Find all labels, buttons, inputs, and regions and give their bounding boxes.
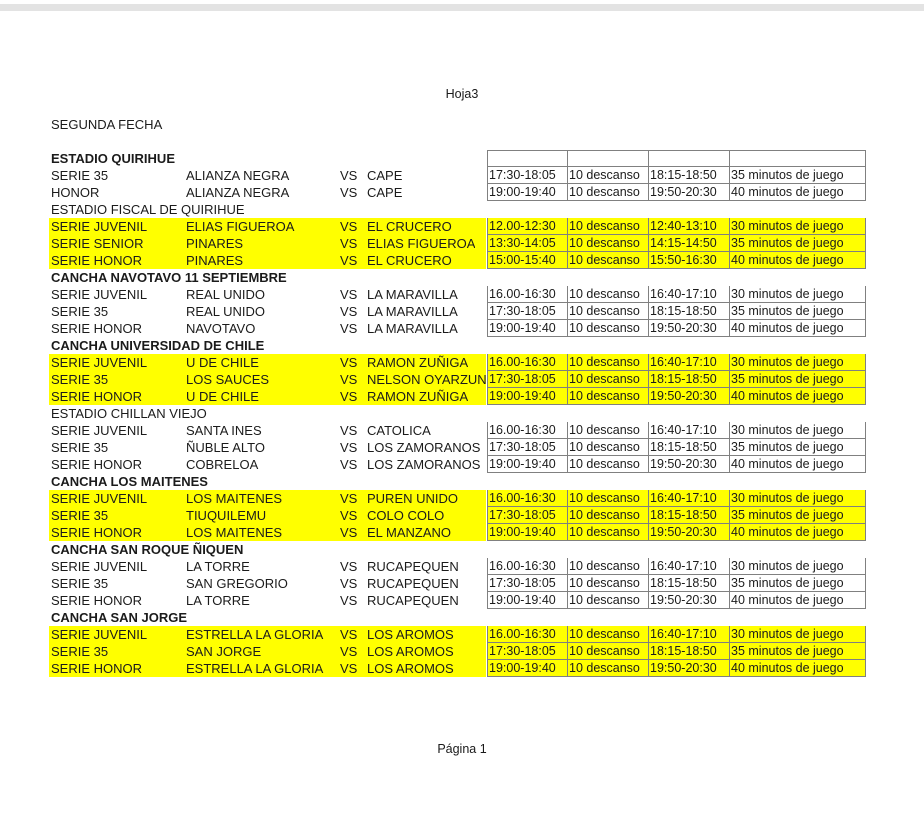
match-vs-label: VS <box>340 236 358 251</box>
match-series: SERIE 35 <box>51 644 109 659</box>
match-series: SERIE 35 <box>51 576 109 591</box>
match-time-first-half: 19:00-19:40 <box>487 320 568 337</box>
match-row <box>0 252 924 269</box>
match-row <box>0 660 924 677</box>
match-row <box>0 456 924 473</box>
match-rest-label: 10 descanso <box>567 286 649 303</box>
match-time-second-half: 18:15-18:50 <box>648 439 730 456</box>
match-away-team: LOS ZAMORANOS <box>367 440 481 455</box>
match-away-team: RUCAPEQUEN <box>367 576 459 591</box>
match-duration-label: 40 minutos de juego <box>729 524 866 541</box>
match-home-team: ESTRELLA LA GLORIA <box>186 627 324 642</box>
match-row <box>0 388 924 405</box>
match-duration-label: 35 minutos de juego <box>729 575 866 592</box>
venue-header-row <box>0 201 924 218</box>
match-duration-label: 35 minutos de juego <box>729 303 866 320</box>
page-title: SEGUNDA FECHA <box>51 117 163 132</box>
match-rest-label: 10 descanso <box>567 354 649 371</box>
match-time-second-half: 18:15-18:50 <box>648 303 730 320</box>
match-duration-label: 30 minutos de juego <box>729 422 866 439</box>
match-time-second-half: 19:50-20:30 <box>648 184 730 201</box>
match-series: SERIE HONOR <box>51 593 143 608</box>
match-away-team: LA MARAVILLA <box>367 304 458 319</box>
match-time-first-half: 17:30-18:05 <box>487 507 568 524</box>
page-footer: Página 1 <box>437 742 487 756</box>
match-time-second-half: 19:50-20:30 <box>648 592 730 609</box>
match-rest-label: 10 descanso <box>567 252 649 269</box>
sheet-header: Hoja3 <box>445 87 479 101</box>
match-home-team: LA TORRE <box>186 593 250 608</box>
match-row <box>0 592 924 609</box>
match-duration-label: 40 minutos de juego <box>729 252 866 269</box>
match-time-first-half: 17:30-18:05 <box>487 303 568 320</box>
match-time-second-half: 16:40-17:10 <box>648 422 730 439</box>
match-vs-label: VS <box>340 372 358 387</box>
match-row <box>0 184 924 201</box>
match-home-team: TIUQUILEMU <box>186 508 267 523</box>
venue-block <box>0 541 924 609</box>
match-time-first-half: 16.00-16:30 <box>487 286 568 303</box>
match-rest-label: 10 descanso <box>567 422 649 439</box>
match-duration-label: 35 minutos de juego <box>729 507 866 524</box>
venue-block <box>0 337 924 405</box>
venue-header-row <box>0 150 924 167</box>
match-rest-label: 10 descanso <box>567 626 649 643</box>
match-away-team: EL CRUCERO <box>367 253 452 268</box>
venue-header-row <box>0 473 924 490</box>
match-time-second-half: 16:40-17:10 <box>648 354 730 371</box>
match-home-team: ALIANZA NEGRA <box>186 185 290 200</box>
match-duration-label: 40 minutos de juego <box>729 320 866 337</box>
match-time-second-half: 16:40-17:10 <box>648 286 730 303</box>
match-rest-label: 10 descanso <box>567 660 649 677</box>
match-duration-label: 30 minutos de juego <box>729 286 866 303</box>
match-away-team: EL MANZANO <box>367 525 452 540</box>
match-duration-label: 40 minutos de juego <box>729 592 866 609</box>
match-time-first-half: 19:00-19:40 <box>487 388 568 405</box>
match-vs-label: VS <box>340 525 358 540</box>
match-time-first-half: 19:00-19:40 <box>487 660 568 677</box>
match-vs-label: VS <box>340 253 358 268</box>
venue-header-row <box>0 609 924 626</box>
venue-header-row <box>0 541 924 558</box>
venue-name: CANCHA SAN ROQUE ÑIQUEN <box>51 542 244 557</box>
timing-header-cell <box>729 150 866 167</box>
match-rest-label: 10 descanso <box>567 388 649 405</box>
match-rest-label: 10 descanso <box>567 524 649 541</box>
match-time-first-half: 17:30-18:05 <box>487 167 568 184</box>
match-rest-label: 10 descanso <box>567 184 649 201</box>
match-row <box>0 354 924 371</box>
match-rest-label: 10 descanso <box>567 456 649 473</box>
match-time-second-half: 12:40-13:10 <box>648 218 730 235</box>
match-vs-label: VS <box>340 168 358 183</box>
venue-name: ESTADIO CHILLAN VIEJO <box>51 406 207 421</box>
match-series: SERIE JUVENIL <box>51 219 148 234</box>
match-vs-label: VS <box>340 457 358 472</box>
match-series: SERIE JUVENIL <box>51 627 148 642</box>
match-row <box>0 235 924 252</box>
match-away-team: LA MARAVILLA <box>367 287 458 302</box>
venue-name: CANCHA LOS MAITENES <box>51 474 208 489</box>
match-time-second-half: 18:15-18:50 <box>648 643 730 660</box>
match-time-second-half: 19:50-20:30 <box>648 320 730 337</box>
schedule-list <box>0 150 924 677</box>
match-away-team: RUCAPEQUEN <box>367 593 459 608</box>
match-row <box>0 507 924 524</box>
match-row <box>0 371 924 388</box>
match-away-team: RUCAPEQUEN <box>367 559 459 574</box>
match-away-team: EL CRUCERO <box>367 219 452 234</box>
match-series: SERIE 35 <box>51 372 109 387</box>
match-away-team: CAPE <box>367 168 403 183</box>
match-time-second-half: 16:40-17:10 <box>648 626 730 643</box>
match-time-second-half: 19:50-20:30 <box>648 524 730 541</box>
match-home-team: ÑUBLE ALTO <box>186 440 265 455</box>
match-series: SERIE HONOR <box>51 525 143 540</box>
venue-name: CANCHA UNIVERSIDAD DE CHILE <box>51 338 265 353</box>
match-time-second-half: 18:15-18:50 <box>648 575 730 592</box>
match-vs-label: VS <box>340 593 358 608</box>
match-time-first-half: 19:00-19:40 <box>487 592 568 609</box>
match-series: SERIE JUVENIL <box>51 491 148 506</box>
match-time-first-half: 16.00-16:30 <box>487 626 568 643</box>
match-row <box>0 626 924 643</box>
match-vs-label: VS <box>340 661 358 676</box>
match-duration-label: 35 minutos de juego <box>729 371 866 388</box>
match-vs-label: VS <box>340 559 358 574</box>
match-rest-label: 10 descanso <box>567 439 649 456</box>
match-rest-label: 10 descanso <box>567 235 649 252</box>
match-duration-label: 35 minutos de juego <box>729 643 866 660</box>
match-row <box>0 286 924 303</box>
match-rest-label: 10 descanso <box>567 592 649 609</box>
match-series: SERIE HONOR <box>51 253 143 268</box>
match-vs-label: VS <box>340 440 358 455</box>
match-vs-label: VS <box>340 321 358 336</box>
match-time-first-half: 16.00-16:30 <box>487 354 568 371</box>
match-vs-label: VS <box>340 423 358 438</box>
venue-header-row <box>0 405 924 422</box>
match-home-team: SAN JORGE <box>186 644 262 659</box>
match-away-team: LOS AROMOS <box>367 661 454 676</box>
match-row <box>0 575 924 592</box>
match-time-second-half: 18:15-18:50 <box>648 507 730 524</box>
match-series: HONOR <box>51 185 100 200</box>
match-duration-label: 35 minutos de juego <box>729 439 866 456</box>
match-home-team: ALIANZA NEGRA <box>186 168 290 183</box>
match-rest-label: 10 descanso <box>567 371 649 388</box>
match-time-first-half: 16.00-16:30 <box>487 490 568 507</box>
match-duration-label: 35 minutos de juego <box>729 235 866 252</box>
match-rest-label: 10 descanso <box>567 643 649 660</box>
match-time-first-half: 15:00-15:40 <box>487 252 568 269</box>
match-rest-label: 10 descanso <box>567 167 649 184</box>
match-home-team: U DE CHILE <box>186 389 259 404</box>
match-series: SERIE 35 <box>51 304 109 319</box>
match-row <box>0 167 924 184</box>
match-away-team: LOS AROMOS <box>367 644 454 659</box>
timing-header-cell <box>567 150 649 167</box>
match-home-team: SAN GREGORIO <box>186 576 288 591</box>
match-time-first-half: 17:30-18:05 <box>487 575 568 592</box>
match-duration-label: 30 minutos de juego <box>729 626 866 643</box>
match-home-team: REAL UNIDO <box>186 304 265 319</box>
match-series: SERIE JUVENIL <box>51 287 148 302</box>
match-rest-label: 10 descanso <box>567 558 649 575</box>
venue-name: CANCHA SAN JORGE <box>51 610 188 625</box>
match-vs-label: VS <box>340 355 358 370</box>
match-series: SERIE JUVENIL <box>51 559 148 574</box>
match-home-team: PINARES <box>186 253 244 268</box>
match-home-team: LA TORRE <box>186 559 250 574</box>
match-home-team: SANTA INES <box>186 423 262 438</box>
match-duration-label: 40 minutos de juego <box>729 456 866 473</box>
match-series: SERIE SENIOR <box>51 236 144 251</box>
venue-name: ESTADIO QUIRIHUE <box>51 151 175 166</box>
venue-block <box>0 609 924 677</box>
match-row <box>0 490 924 507</box>
match-duration-label: 35 minutos de juego <box>729 167 866 184</box>
match-away-team: ELIAS FIGUEROA <box>367 236 476 251</box>
match-time-second-half: 19:50-20:30 <box>648 456 730 473</box>
match-rest-label: 10 descanso <box>567 320 649 337</box>
match-time-first-half: 13:30-14:05 <box>487 235 568 252</box>
match-row <box>0 643 924 660</box>
window-top-bar <box>0 4 924 11</box>
match-away-team: NELSON OYARZUN <box>367 372 487 387</box>
match-duration-label: 30 minutos de juego <box>729 490 866 507</box>
match-home-team: LOS MAITENES <box>186 525 283 540</box>
timing-header-cell <box>648 150 730 167</box>
match-home-team: ELIAS FIGUEROA <box>186 219 295 234</box>
match-vs-label: VS <box>340 508 358 523</box>
match-time-second-half: 19:50-20:30 <box>648 660 730 677</box>
match-row <box>0 218 924 235</box>
match-series: SERIE 35 <box>51 508 109 523</box>
match-home-team: LOS MAITENES <box>186 491 283 506</box>
match-time-second-half: 16:40-17:10 <box>648 558 730 575</box>
venue-header-row <box>0 337 924 354</box>
venue-block <box>0 201 924 269</box>
match-series: SERIE HONOR <box>51 661 143 676</box>
match-time-second-half: 14:15-14:50 <box>648 235 730 252</box>
match-duration-label: 30 minutos de juego <box>729 558 866 575</box>
venue-block <box>0 150 924 201</box>
match-time-first-half: 19:00-19:40 <box>487 524 568 541</box>
match-home-team: NAVOTAVO <box>186 321 256 336</box>
match-row <box>0 320 924 337</box>
match-vs-label: VS <box>340 304 358 319</box>
match-time-first-half: 16.00-16:30 <box>487 558 568 575</box>
venue-block <box>0 473 924 541</box>
match-home-team: U DE CHILE <box>186 355 259 370</box>
match-time-first-half: 19:00-19:40 <box>487 184 568 201</box>
match-rest-label: 10 descanso <box>567 490 649 507</box>
match-away-team: LA MARAVILLA <box>367 321 458 336</box>
match-time-first-half: 17:30-18:05 <box>487 439 568 456</box>
match-series: SERIE HONOR <box>51 457 143 472</box>
match-time-first-half: 16.00-16:30 <box>487 422 568 439</box>
match-rest-label: 10 descanso <box>567 575 649 592</box>
venue-name: ESTADIO FISCAL DE QUIRIHUE <box>51 202 245 217</box>
match-rest-label: 10 descanso <box>567 218 649 235</box>
match-away-team: CATOLICA <box>367 423 431 438</box>
match-series: SERIE 35 <box>51 168 109 183</box>
match-series: SERIE HONOR <box>51 389 143 404</box>
venue-header-row <box>0 269 924 286</box>
match-vs-label: VS <box>340 389 358 404</box>
match-away-team: RAMON ZUÑIGA <box>367 355 469 370</box>
match-vs-label: VS <box>340 287 358 302</box>
match-vs-label: VS <box>340 491 358 506</box>
match-away-team: LOS AROMOS <box>367 627 454 642</box>
match-time-first-half: 17:30-18:05 <box>487 643 568 660</box>
match-home-team: PINARES <box>186 236 244 251</box>
match-vs-label: VS <box>340 627 358 642</box>
match-time-second-half: 19:50-20:30 <box>648 388 730 405</box>
match-rest-label: 10 descanso <box>567 303 649 320</box>
match-duration-label: 30 minutos de juego <box>729 218 866 235</box>
venue-name: CANCHA NAVOTAVO 11 SEPTIEMBRE <box>51 270 287 285</box>
match-duration-label: 40 minutos de juego <box>729 184 866 201</box>
match-away-team: LOS ZAMORANOS <box>367 457 481 472</box>
match-away-team: CAPE <box>367 185 403 200</box>
match-duration-label: 30 minutos de juego <box>729 354 866 371</box>
match-home-team: ESTRELLA LA GLORIA <box>186 661 324 676</box>
match-time-first-half: 17:30-18:05 <box>487 371 568 388</box>
match-away-team: PUREN UNIDO <box>367 491 459 506</box>
match-row <box>0 303 924 320</box>
match-vs-label: VS <box>340 185 358 200</box>
match-duration-label: 40 minutos de juego <box>729 660 866 677</box>
match-time-second-half: 18:15-18:50 <box>648 167 730 184</box>
match-series: SERIE JUVENIL <box>51 355 148 370</box>
match-home-team: LOS SAUCES <box>186 372 270 387</box>
match-vs-label: VS <box>340 576 358 591</box>
match-row <box>0 439 924 456</box>
match-series: SERIE 35 <box>51 440 109 455</box>
match-row <box>0 524 924 541</box>
match-away-team: COLO COLO <box>367 508 445 523</box>
match-time-second-half: 18:15-18:50 <box>648 371 730 388</box>
match-time-second-half: 16:40-17:10 <box>648 490 730 507</box>
match-duration-label: 40 minutos de juego <box>729 388 866 405</box>
match-row <box>0 422 924 439</box>
match-home-team: COBRELOA <box>186 457 259 472</box>
match-row <box>0 558 924 575</box>
match-series: SERIE JUVENIL <box>51 423 148 438</box>
match-home-team: REAL UNIDO <box>186 287 265 302</box>
match-time-first-half: 19:00-19:40 <box>487 456 568 473</box>
match-away-team: RAMON ZUÑIGA <box>367 389 469 404</box>
timing-header-cell <box>487 150 568 167</box>
venue-block <box>0 405 924 473</box>
venue-block <box>0 269 924 337</box>
match-series: SERIE HONOR <box>51 321 143 336</box>
match-rest-label: 10 descanso <box>567 507 649 524</box>
match-vs-label: VS <box>340 644 358 659</box>
match-time-first-half: 12.00-12:30 <box>487 218 568 235</box>
match-vs-label: VS <box>340 219 358 234</box>
match-time-second-half: 15:50-16:30 <box>648 252 730 269</box>
